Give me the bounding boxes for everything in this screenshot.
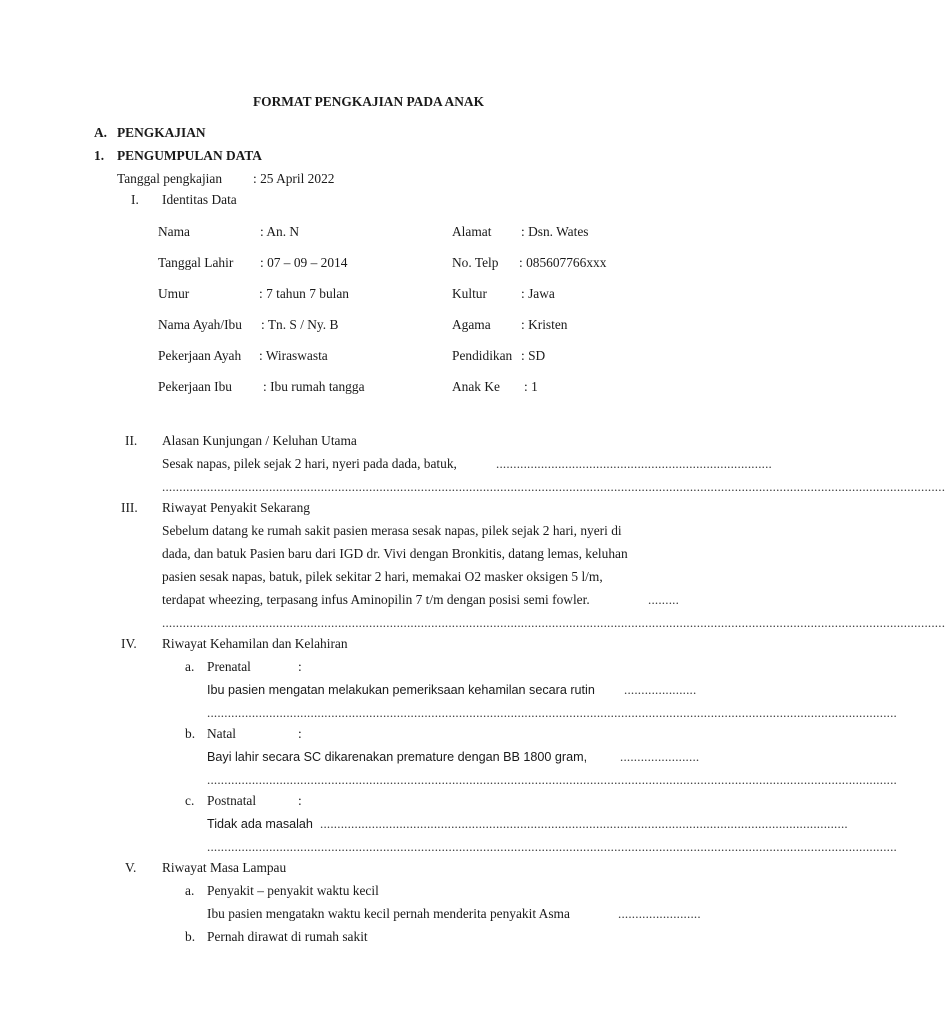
kehamilan-heading: Riwayat Kehamilan dan Kelahiran	[162, 636, 348, 651]
dirawat-label: Pernah dirawat di rumah sakit	[207, 929, 368, 944]
pendidikan-label: Pendidikan	[452, 348, 513, 363]
prenatal-colon: :	[298, 659, 302, 674]
dotted-fill-line: .......................	[620, 749, 700, 764]
nama-ayah-ibu-label: Nama Ayah/Ibu	[158, 317, 242, 332]
penyakit-kecil-letter: a.	[185, 883, 195, 898]
no-telp-label: No. Telp	[452, 255, 499, 270]
anak-ke-value: : 1	[524, 379, 538, 394]
umur-label: Umur	[158, 286, 190, 301]
document-title: FORMAT PENGKAJIAN PADA ANAK	[253, 94, 484, 109]
umur-value: : 7 tahun 7 bulan	[259, 286, 350, 301]
pekerjaan-ibu-label: Pekerjaan Ibu	[158, 379, 232, 394]
pekerjaan-ibu-value: : Ibu rumah tangga	[263, 379, 365, 394]
pendidikan-value: : SD	[521, 348, 546, 363]
natal-colon: :	[298, 726, 302, 741]
pekerjaan-ayah-value: : Wiraswasta	[259, 348, 328, 363]
dirawat-letter: b.	[185, 929, 196, 944]
riwayat-sekarang-line: dada, dan batuk Pasien baru dari IGD dr. Vivi dengan Bronkitis, datang lemas, keluhan	[162, 546, 628, 561]
kehamilan-number: IV.	[121, 636, 137, 651]
identitas-number: I.	[131, 192, 139, 207]
prenatal-label: Prenatal	[207, 659, 251, 674]
alamat-label: Alamat	[452, 224, 492, 239]
dotted-fill-line: ........................	[618, 906, 701, 921]
section-1-number: 1.	[94, 148, 105, 163]
masa-lampau-number: V.	[125, 860, 137, 875]
nama-label: Nama	[158, 224, 190, 239]
kultur-label: Kultur	[452, 286, 487, 301]
riwayat-sekarang-line: pasien sesak napas, batuk, pilek sekitar 2 hari, memakai O2 masker oksigen 5 l/m,	[162, 569, 603, 584]
alasan-number: II.	[125, 433, 138, 448]
riwayat-sekarang-heading: Riwayat Penyakit Sekarang	[162, 500, 311, 515]
dotted-fill-line: ...................................................................................................................................................................................................................................	[162, 615, 945, 630]
tanggal-value: : 25 April 2022	[253, 171, 335, 186]
alamat-value: : Dsn. Wates	[521, 224, 589, 239]
postnatal-text: Tidak ada masalah	[207, 817, 313, 831]
postnatal-letter: c.	[185, 793, 195, 808]
dotted-fill-line: ...................................................................................................................................................................................................................................	[162, 479, 945, 494]
prenatal-text: Ibu pasien mengatan melakukan pemeriksaan kehamilan secara rutin	[207, 683, 595, 697]
prenatal-letter: a.	[185, 659, 195, 674]
dotted-fill-line: .....................	[624, 682, 697, 697]
alasan-text: Sesak napas, pilek sejak 2 hari, nyeri pada dada, batuk,	[162, 456, 457, 471]
penyakit-kecil-text: Ibu pasien mengatakn waktu kecil pernah menderita penyakit Asma	[207, 906, 570, 921]
alasan-heading: Alasan Kunjungan / Keluhan Utama	[162, 433, 357, 448]
section-a-label: PENGKAJIAN	[117, 125, 206, 140]
nama-ayah-ibu-value: : Tn. S / Ny. B	[261, 317, 339, 332]
kultur-value: : Jawa	[521, 286, 555, 301]
natal-label: Natal	[207, 726, 236, 741]
postnatal-label: Postnatal	[207, 793, 257, 808]
dotted-fill-line: ........................................................................................................................................................................................................	[207, 772, 897, 787]
natal-text: Bayi lahir secara SC dikarenakan premature dengan BB 1800 gram,	[207, 750, 588, 764]
pekerjaan-ayah-label: Pekerjaan Ayah	[158, 348, 242, 363]
natal-letter: b.	[185, 726, 196, 741]
tanggal-lahir-label: Tanggal Lahir	[158, 255, 234, 270]
tanggal-label: Tanggal pengkajian	[117, 171, 223, 186]
dotted-fill-line: .........	[648, 592, 680, 607]
riwayat-sekarang-line: Sebelum datang ke rumah sakit pasien merasa sesak napas, pilek sejak 2 hari, nyeri di	[162, 523, 622, 538]
tanggal-lahir-value: : 07 – 09 – 2014	[260, 255, 348, 270]
anak-ke-label: Anak Ke	[452, 379, 500, 394]
identitas-heading: Identitas Data	[162, 192, 237, 207]
dotted-fill-line: .........................................................................................................................................................	[320, 816, 848, 831]
dotted-fill-line: ........................................................................................................................................................................................................	[207, 839, 897, 854]
penyakit-kecil-label: Penyakit – penyakit waktu kecil	[207, 883, 379, 898]
no-telp-value: : 085607766xxx	[519, 255, 607, 270]
section-1-label: PENGUMPULAN DATA	[117, 148, 262, 163]
nama-value: : An. N	[260, 224, 300, 239]
section-a-number: A.	[94, 125, 108, 140]
riwayat-sekarang-line: terdapat wheezing, terpasang infus Aminopilin 7 t/m dengan posisi semi fowler.	[162, 592, 590, 607]
agama-value: : Kristen	[521, 317, 568, 332]
agama-label: Agama	[452, 317, 491, 332]
dotted-fill-line: ................................................................................	[496, 456, 772, 471]
postnatal-colon: :	[298, 793, 302, 808]
riwayat-sekarang-number: III.	[121, 500, 138, 515]
masa-lampau-heading: Riwayat Masa Lampau	[162, 860, 287, 875]
dotted-fill-line: ........................................................................................................................................................................................................	[207, 705, 897, 720]
